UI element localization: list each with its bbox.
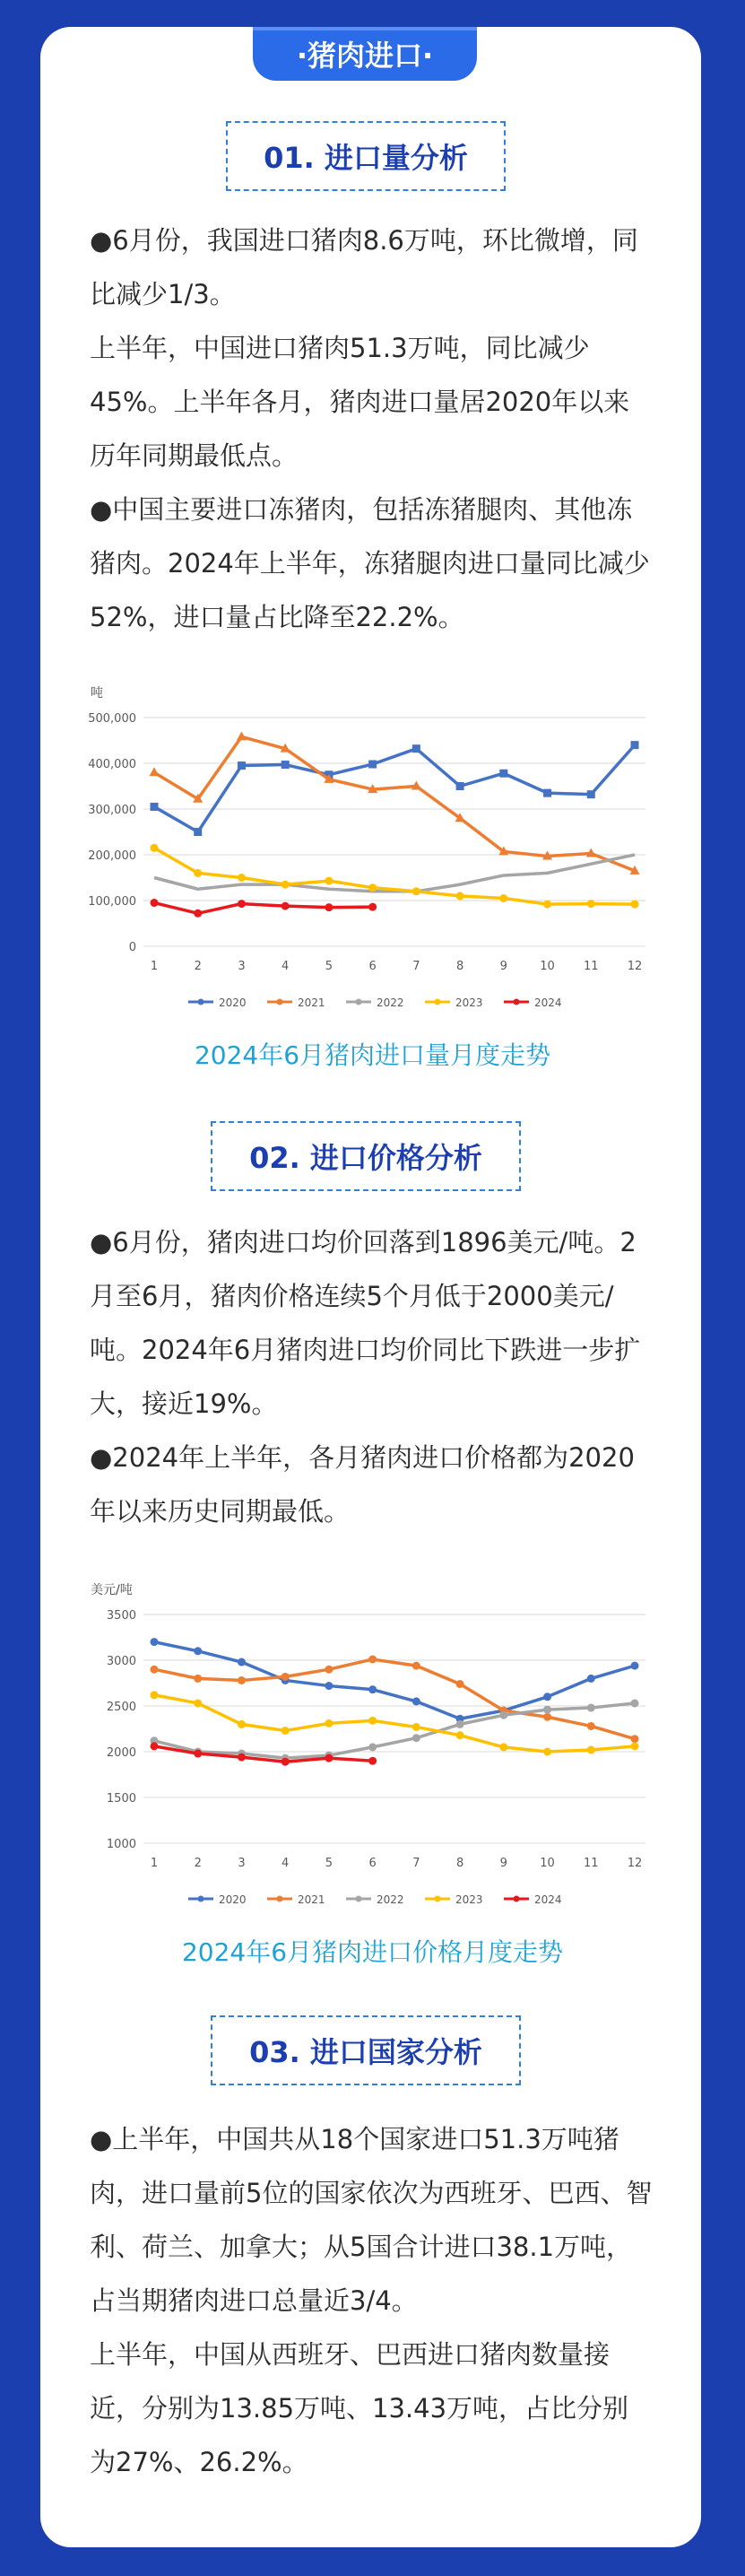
- data-point: [194, 1647, 202, 1655]
- paragraph: ●2024年上半年，各月猪肉进口价格都为2020年以来历史同期最低。: [90, 1442, 635, 1527]
- section-price-text: [90, 1215, 654, 1538]
- data-point: [456, 1720, 464, 1728]
- data-point: [631, 741, 639, 749]
- x-tick-label: 6: [368, 1857, 377, 1870]
- x-tick-label: 3: [238, 960, 246, 973]
- data-point: [543, 1713, 551, 1721]
- x-tick-label: 1: [150, 960, 159, 973]
- data-point: [412, 1662, 420, 1670]
- legend-label: 2023: [455, 1893, 483, 1906]
- data-point: [150, 767, 160, 776]
- data-point: [325, 877, 333, 885]
- x-tick-label: 4: [282, 960, 290, 973]
- x-tick-label: 7: [412, 1857, 420, 1870]
- legend-marker: [435, 1896, 441, 1902]
- data-point: [412, 744, 420, 753]
- x-tick-label: 10: [540, 1857, 555, 1870]
- data-point: [282, 761, 290, 769]
- data-point: [631, 1742, 639, 1750]
- y-tick-label: 0: [128, 941, 136, 954]
- data-point: [282, 902, 290, 910]
- x-tick-label: 11: [583, 1857, 599, 1870]
- paragraph: ●6月份，我国进口猪肉8.6万吨，环比微增，同比减少1/3。: [90, 225, 638, 309]
- data-point: [631, 1662, 639, 1670]
- x-tick-label: 9: [499, 1857, 507, 1870]
- y-tick-label: 3000: [106, 1655, 136, 1668]
- data-point: [499, 894, 507, 902]
- section-heading-volume: 01. 进口量分析: [226, 121, 506, 191]
- data-point: [412, 1723, 420, 1731]
- data-point: [587, 1704, 595, 1712]
- paragraph: ●6月份，猪肉进口均价回落到1896美元/吨。2月至6月，猪肉价格连续5个月低于2000美元/吨。2024年6月猪肉进口均价同比下跌进一步扩大，接近19%。: [90, 1227, 641, 1419]
- data-point: [587, 790, 595, 798]
- chart-caption-price: 2024年6月猪肉进口价格月度走势: [181, 1937, 564, 1967]
- legend-label: 2022: [377, 1893, 404, 1906]
- legend-label: 2020: [219, 1893, 247, 1906]
- data-point: [194, 909, 202, 918]
- data-point: [325, 1754, 333, 1762]
- paragraph: 上半年，中国进口猪肉51.3万吨，同比减少45%。上半年各月，猪肉进口量居2020年以来历年同期最低点。: [90, 333, 630, 471]
- data-point: [543, 789, 551, 797]
- data-point: [368, 1655, 377, 1663]
- data-point: [325, 1682, 333, 1690]
- data-point: [237, 731, 247, 740]
- data-point: [412, 1697, 420, 1705]
- data-point: [631, 901, 639, 909]
- legend-marker: [198, 1896, 204, 1902]
- legend-label: 2021: [298, 1893, 325, 1906]
- data-point: [412, 1734, 420, 1742]
- data-point: [368, 1743, 377, 1751]
- page-title: ·猪肉进口·: [253, 27, 477, 81]
- x-tick-label: 12: [627, 960, 643, 973]
- legend-label: 2024: [534, 1893, 562, 1906]
- data-point: [194, 1675, 202, 1683]
- data-point: [151, 1638, 159, 1646]
- data-point: [238, 1658, 246, 1667]
- legend-marker: [277, 999, 283, 1005]
- x-tick-label: 8: [455, 960, 464, 973]
- legend-marker: [356, 1896, 362, 1902]
- data-point: [456, 1680, 464, 1688]
- section-heading-price: 02. 进口价格分析: [211, 1121, 521, 1191]
- data-point: [194, 1699, 202, 1707]
- data-point: [543, 901, 551, 909]
- series-line-2021: [154, 1659, 635, 1739]
- data-point: [368, 883, 377, 892]
- y-tick-label: 2000: [106, 1746, 136, 1760]
- data-point: [368, 1757, 377, 1765]
- series-line-2022: [154, 855, 635, 892]
- data-point: [282, 1673, 290, 1681]
- data-point: [368, 761, 377, 769]
- legend-label: 2021: [298, 996, 325, 1009]
- x-tick-label: 5: [325, 960, 334, 973]
- data-point: [631, 1699, 639, 1707]
- x-tick-label: 9: [499, 960, 507, 973]
- legend-marker: [514, 999, 520, 1005]
- y-axis-label: 美元/吨: [91, 1583, 133, 1597]
- x-tick-label: 2: [194, 1857, 202, 1870]
- data-point: [282, 1758, 290, 1766]
- legend-label: 2023: [455, 996, 483, 1009]
- data-point: [368, 903, 377, 911]
- data-point: [499, 1711, 507, 1719]
- data-point: [151, 1666, 159, 1674]
- data-point: [412, 887, 420, 895]
- x-tick-label: 11: [583, 960, 599, 973]
- legend-label: 2020: [219, 996, 247, 1009]
- data-point: [151, 899, 159, 907]
- data-point: [368, 1717, 377, 1725]
- data-point: [631, 1735, 639, 1743]
- data-point: [587, 1675, 595, 1683]
- x-tick-label: 3: [238, 1857, 246, 1870]
- section-volume-text: [90, 213, 654, 644]
- legend-label: 2022: [377, 996, 404, 1009]
- x-tick-label: 12: [627, 1857, 643, 1870]
- x-tick-label: 4: [282, 1857, 290, 1870]
- data-point: [282, 881, 290, 889]
- data-point: [325, 1666, 333, 1674]
- x-tick-label: 8: [455, 1857, 464, 1870]
- import-volume-chart: [85, 677, 659, 1018]
- data-point: [238, 1676, 246, 1684]
- section-heading-countries: 03. 进口国家分析: [211, 2015, 521, 2085]
- y-tick-label: 300,000: [88, 804, 136, 817]
- x-tick-label: 5: [325, 1857, 334, 1870]
- data-point: [587, 1745, 595, 1754]
- y-tick-label: 100,000: [88, 895, 136, 909]
- data-point: [499, 1743, 507, 1751]
- legend-marker: [356, 999, 362, 1005]
- data-point: [238, 900, 246, 908]
- x-tick-label: 2: [194, 960, 202, 973]
- data-point: [456, 892, 464, 900]
- data-point: [238, 1720, 246, 1728]
- legend-marker: [435, 999, 441, 1005]
- data-point: [587, 900, 595, 908]
- data-point: [543, 1693, 551, 1701]
- data-point: [368, 1685, 377, 1693]
- x-tick-label: 7: [412, 960, 420, 973]
- data-point: [238, 1754, 246, 1762]
- paragraph: 上半年，中国从西班牙、巴西进口猪肉数量接近，分别为13.85万吨、13.43万吨，占比分别为27%、26.2%。: [90, 2339, 629, 2477]
- legend-marker: [198, 999, 204, 1005]
- data-point: [282, 1727, 290, 1735]
- legend-label: 2024: [534, 996, 562, 1009]
- data-point: [456, 782, 464, 790]
- data-point: [194, 1750, 202, 1758]
- paragraph: ●上半年，中国共从18个国家进口51.3万吨猪肉，进口量前5位的国家依次为西班牙、巴西、智利、荷兰、加拿大；从5国合计进口38.1万吨，占当期猪肉进口总量近3/4。: [90, 2124, 653, 2316]
- x-tick-label: 1: [150, 1857, 159, 1870]
- import-price-chart: [85, 1574, 659, 1915]
- data-point: [151, 1742, 159, 1750]
- legend-marker: [514, 1896, 520, 1902]
- data-point: [238, 761, 246, 770]
- data-point: [325, 903, 333, 911]
- y-tick-label: 500,000: [88, 712, 136, 726]
- section-countries-text: [90, 2112, 654, 2489]
- y-tick-label: 2500: [106, 1701, 136, 1714]
- data-point: [587, 1722, 595, 1730]
- chart-caption-volume: 2024年6月猪肉进口量月度走势: [194, 1040, 551, 1070]
- data-point: [151, 844, 159, 852]
- data-point: [194, 869, 202, 877]
- data-point: [456, 1731, 464, 1739]
- y-tick-label: 1000: [106, 1838, 136, 1851]
- data-point: [543, 1706, 551, 1714]
- data-point: [325, 1719, 333, 1727]
- y-tick-label: 400,000: [88, 758, 136, 771]
- data-point: [238, 874, 246, 882]
- x-tick-label: 6: [368, 960, 377, 973]
- data-point: [499, 770, 507, 778]
- data-point: [194, 828, 202, 836]
- x-tick-label: 10: [540, 960, 555, 973]
- y-tick-label: 3500: [106, 1609, 136, 1623]
- y-tick-label: 200,000: [88, 849, 136, 863]
- data-point: [151, 803, 159, 811]
- data-point: [543, 1748, 551, 1756]
- paragraph: ●中国主要进口冻猪肉，包括冻猪腿肉、其他冻猪肉。2024年上半年，冻猪腿肉进口量同比减少52%，进口量占比降至22.2%。: [90, 494, 650, 632]
- y-axis-label: 吨: [91, 686, 103, 701]
- y-tick-label: 1500: [106, 1792, 136, 1806]
- series-line-2024: [154, 903, 373, 914]
- legend-marker: [277, 1896, 283, 1902]
- data-point: [151, 1691, 159, 1699]
